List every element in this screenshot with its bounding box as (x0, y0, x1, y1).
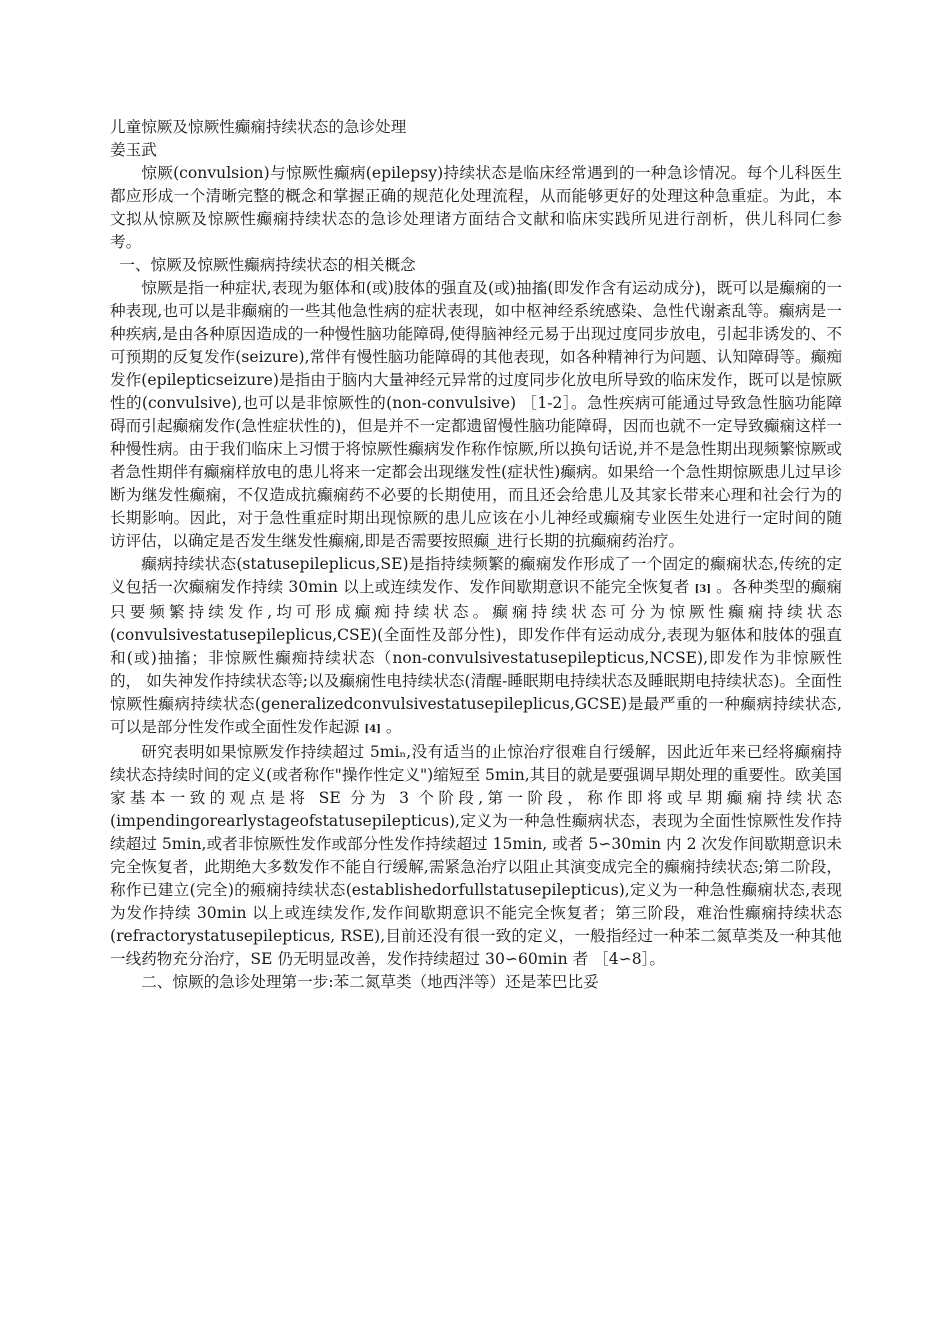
document-title: 儿童惊厥及惊厥性癫痫持续状态的急诊处理 (110, 118, 407, 136)
research-paragraph: 研究表明如果惊厥发作持续超过 5miₙ,没有适当的止惊治疗很难自行缓解，因此近年来已经将癫痫持续状态持续时间的定义(或者称作"操作性定义")缩短至 5min,其目的就是要强调早期处理的重要性。欧美国家基本一致的观点是将 SE 分为 3 个阶段,第一阶段，称作即将或早期癫痫持续状态(impendingorearlystageofstatusepilepticus),定义为一种急性癫病状态，表现为全面性惊厥性发作持续超过 5min,或者非惊厥性发作或部分性发作持续超过 15min, 或者 5∽30min 内 2 次发作间歇期意识未完全恢复者，此期绝大多数发作不能自行缓解,需紧急治疗以阻止其演变成完全的癫痫持续状态;第二阶段，称作已建立(完全)的瘢痫持续状态(establishedorfullstatusepilepticus),定义为一种急性癫痫状态,表现为发作持续 30min 以上或连续发作,发作间歇期意识不能完全恢复者；第三阶段，难治性癫痫持续状态(refractorystatusepilepticus, RSE),目前还没有很一致的定义，一般指经过一种苯二氮草类及一种其他一线药物充分治疗，SE 仍无明显改善，发作持续超过 30∽60min 者 ［4∽8］。 (110, 743, 842, 968)
status-epilepticus-paragraph (110, 553, 842, 741)
section-heading-2: 二、惊厥的急诊处理第一步:苯二氮草类（地西泮等）还是苯巴比妥 (141, 973, 599, 991)
document-page (110, 116, 842, 994)
se-text-part2: 。各种类型的癫痫只要频繁持续发作,均可形成癫痴持续状态。癫痫持续状态可分为惊厥性癫痫持续状态(convulsivestatusepileplicus,CSE)(全面性及部分性)，即发作伴有运动成分,表现为躯体和肢体的强直和(或)抽搐；非惊厥性癫痴持续状态（non-convulsivestatusepilepticus,NCSE),即发作为非惊厥性的， 如失神发作持续状态等;以及癫痫性电持续状态(清醒-睡眠期电持续状态及睡眠期电持续状态)。全面性惊厥性癫病持续状态(generalizedconvulsivestatusepileplicus,GCSE)是最严重的一种癫病持续状态, 可以是部分性发作或全面性发作起源 (110, 578, 842, 736)
se-text-part3: 。 (385, 718, 402, 736)
citation-3: [3] (694, 584, 712, 595)
section-heading-1: 一、惊厥及惊厥性癫病持续状态的相关概念 (119, 256, 416, 274)
convulsion-definition-paragraph: 惊厥是指一种症状,表现为躯体和(或)肢体的强直及(或)抽搐(即发作含有运动成分)，既可以是癫痫的一种表现,也可以是非癫痫的一些其他急性病的症状表现，如中枢神经系统感染、急性代谢紊乱等。癫病是一种疾病,是由各种原因造成的一种慢性脑功能障碍,使得脑神经元易于出现过度同步放电，引起非诱发的、不可预期的反复发作(seizure),常伴有慢性脑功能障碍的其他表现，如各种精神行为问题、认知障碍等。癫痴发作(epilepticseizure)是指由于脑内大量神经元异常的过度同步化放电所导致的临床发作，既可以是惊厥性的(convulsive),也可以是非惊厥性的(non-convulsive) ［1-2］。急性疾病可能通过导致急性脑功能障碍而引起癫痫发作(急性症状性的)，但是并不一定都遗留慢性脑功能障碍，因而也就不一定导致癫痫这样一种慢性病。由于我们临床上习惯于将惊厥性癫病发作称作惊厥,所以换句话说,并不是急性期出现频繁惊厥或者急性期伴有癫痫样放电的患儿将来一定都会出现继发性(症状性)癫病。如果给一个急性期惊厥患儿过早诊断为继发性癫痫，不仅造成抗癫痫药不必要的长期使用，而且还会给患儿及其家长带来心理和社会行为的长期影响。因此，对于急性重症时期出现惊厥的患儿应该在小儿神经或癫痫专业医生处进行一定时间的随访评估，以确定是否发生继发性癫痫,即是否需要按照癫_进行长期的抗癫痫药治疗。 (110, 279, 842, 550)
intro-paragraph: 惊厥(convulsion)与惊厥性癫病(epilepsy)持续状态是临床经常遇到的一种急诊情况。每个儿科医生都应形成一个清晰完整的概念和掌握正确的规范化处理流程，从而能够更好的处理这种急重症。为此，本文拟从惊厥及惊厥性癫痫持续状态的急诊处理诸方面结合文献和临床实践所见进行剖析，供儿科同仁参考。 (110, 164, 842, 251)
document-author: 姜玉武 (110, 141, 157, 159)
citation-4: [4] (364, 724, 381, 735)
se-text-part1: 癫病持续状态(statusepileplicus,SE)是指持续频繁的癫痫发作形成了一个固定的癫痫状态,传统的定义包括一次癫痫发作持续 30min 以上或连续发作、发作间歇期意识不能完全恢复者 (110, 555, 842, 596)
